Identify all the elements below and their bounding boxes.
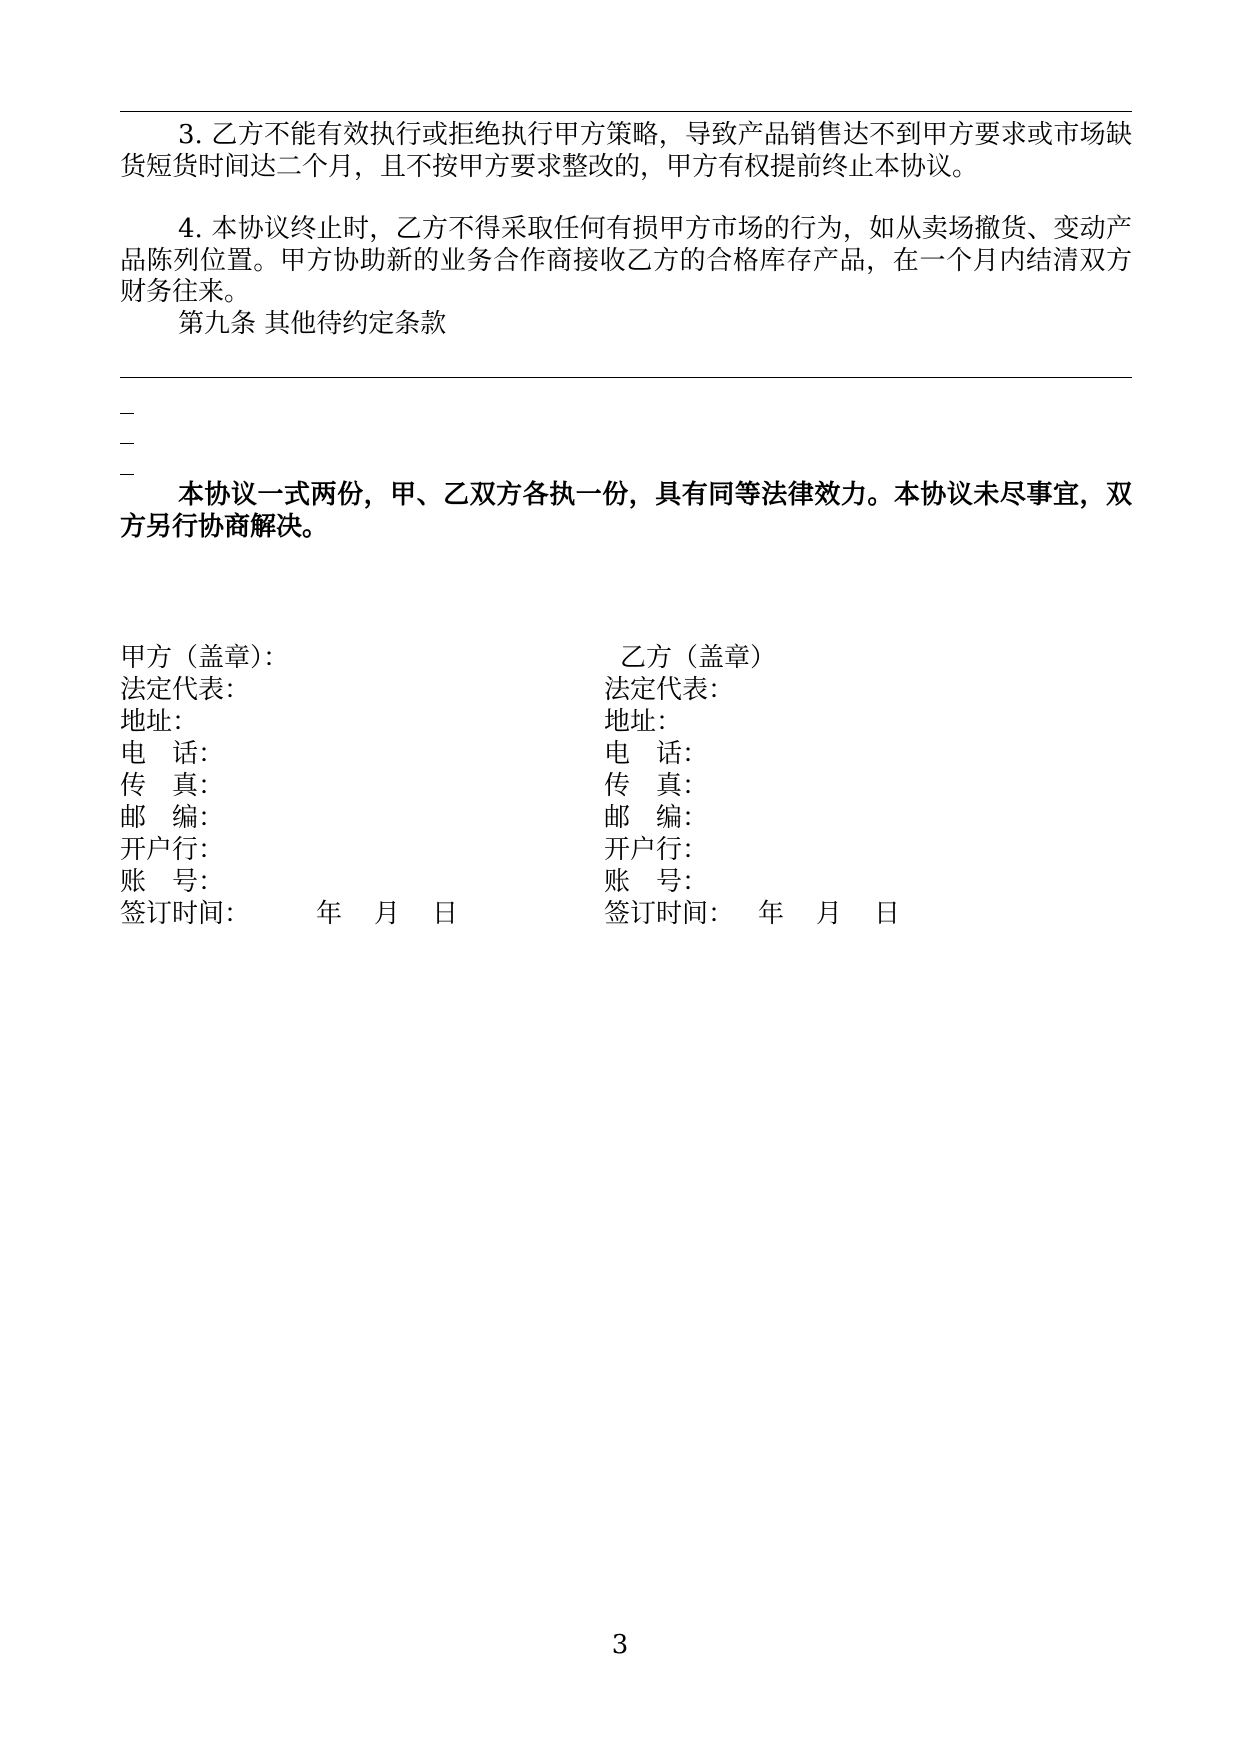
party-b-day: 日 [874, 899, 901, 929]
party-b-rep: 法定代表： [604, 675, 735, 705]
party-a-phone: 电 话： [120, 739, 225, 769]
party-a-date-label: 签订时间： [120, 899, 251, 929]
top-rule [120, 111, 1132, 112]
party-a-address: 地址： [120, 707, 199, 737]
party-a-rep: 法定代表： [120, 675, 251, 705]
party-b-fax: 传 真： [604, 771, 709, 801]
party-a-month: 月 [374, 899, 401, 929]
party-b-month: 月 [816, 899, 843, 929]
party-b-address: 地址： [604, 707, 683, 737]
blank-dash-3 [120, 474, 134, 475]
party-a-bank: 开户行： [120, 835, 225, 865]
party-a-day: 日 [432, 899, 459, 929]
party-b-account: 账 号： [604, 867, 709, 897]
party-a-year: 年 [316, 899, 343, 929]
blank-fill-line [120, 377, 1132, 378]
article-9-heading: 第九条 其他待约定条款 [178, 309, 447, 339]
clause-3: 3. 乙方不能有效执行或拒绝执行甲方策略，导致产品销售达不到甲方要求或市场缺货短货时间达二个月，且不按甲方要求整改的，甲方有权提前终止本协议。 [120, 120, 1132, 182]
clause-4: 4. 本协议终止时，乙方不得采取任何有损甲方市场的行为，如从卖场撤货、变动产品陈列位置。甲方协助新的业务合作商接收乙方的合格库存产品，在一个月内结清双方财务往来。 [120, 214, 1132, 307]
blank-dash-2 [120, 443, 134, 444]
blank-dash-1 [120, 413, 134, 414]
party-b-phone: 电 话： [604, 739, 709, 769]
party-b-year: 年 [758, 899, 785, 929]
party-b-seal: 乙方（盖章） [620, 643, 777, 673]
page-number: 3 [611, 1630, 629, 1660]
party-a-seal: 甲方（盖章）： [120, 643, 290, 673]
party-a-account: 账 号： [120, 867, 225, 897]
party-b-date [604, 898, 900, 930]
party-a-postcode: 邮 编： [120, 803, 225, 833]
party-a-fax: 传 真： [120, 771, 225, 801]
closing-statement: 本协议一式两份，甲、乙双方各执一份，具有同等法律效力。本协议未尽事宜，双方另行协商解决。 [120, 480, 1132, 542]
party-b-postcode: 邮 编： [604, 803, 709, 833]
party-b-bank: 开户行： [604, 835, 709, 865]
party-b-date-label: 签订时间： [604, 899, 735, 929]
party-a-date [120, 898, 458, 930]
